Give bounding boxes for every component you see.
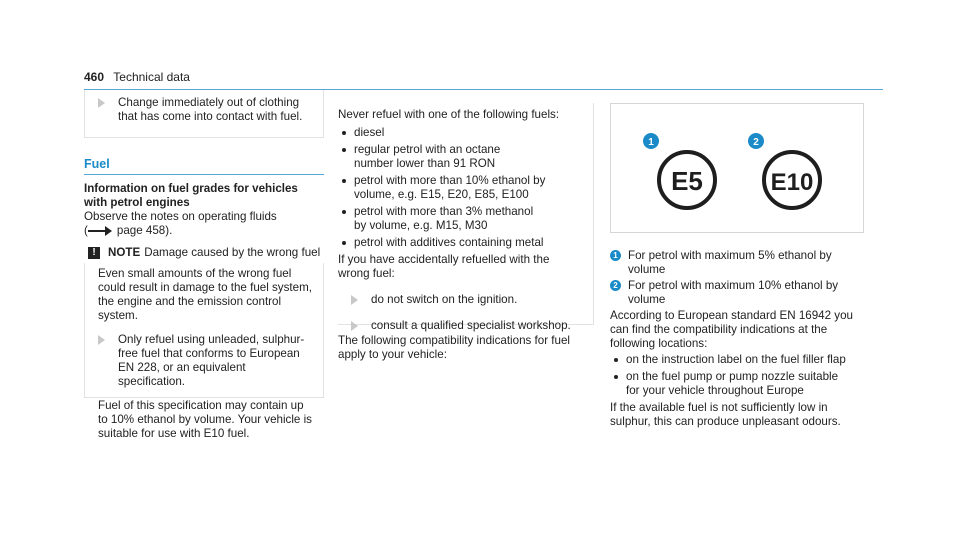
legend-text: For petrol with maximum 10% ethanol by volume: [628, 279, 839, 306]
list-item: diesel: [338, 126, 578, 140]
legend-item: [610, 249, 855, 277]
note-box: [84, 263, 324, 440]
standard-footer: If the available fuel is not sufficiently low in sulphur, this can produce unpleasant odours.: [610, 401, 841, 428]
note-title-text: Damage caused by the wrong fuel: [144, 246, 321, 259]
accidental-step: [351, 319, 584, 333]
locations-list: [610, 353, 860, 398]
clothing-step-text: Change immediately out of clothing that has come into contact with fuel.: [118, 96, 303, 123]
page-cross-reference[interactable]: [84, 224, 172, 238]
accidental-step: [351, 293, 584, 307]
callout-2-label: 2: [753, 137, 759, 148]
fuel-label-figure: [610, 103, 864, 233]
note-step: [98, 333, 308, 389]
accidental-step-text: do not switch on the ignition.: [371, 293, 518, 306]
section-title: Technical data: [113, 70, 190, 84]
fuel-info: [84, 182, 324, 238]
e5-label: E5: [671, 166, 703, 196]
legend-text: For petrol with maximum 5% ethanol by volume: [628, 249, 832, 276]
list-item: petrol with more than 10% ethanol by volume, e.g. E15, E20, E85, E100: [338, 174, 578, 202]
note-step-text: Only refuel using unleaded, sulphur-free fuel that conforms to European EN 228, or an equivalent specification.: [118, 333, 305, 388]
list-item: regular petrol with an octane number lower than 91 RON: [338, 143, 528, 171]
clothing-step: [98, 96, 313, 124]
never-refuel-list: [338, 126, 578, 250]
compat-text: The following compatibility indications for fuel apply to your vehicle:: [338, 334, 570, 361]
xref-open: (: [84, 224, 88, 237]
list-item: petrol with additives containing metal: [338, 236, 578, 250]
step-arrow-icon: [98, 98, 105, 108]
figure-legend: [610, 249, 880, 429]
note-body: Even small amounts of the wrong fuel could result in damage to the fuel system, the engine and the emission control system.: [98, 267, 312, 322]
note-title: NOTE: [108, 246, 141, 259]
step-arrow-icon: [351, 295, 358, 305]
xref-arrow-icon: [88, 226, 114, 236]
step-arrow-icon: [98, 335, 105, 345]
xref-text: page 458).: [116, 224, 173, 237]
warning-icon: !: [88, 247, 100, 259]
callout-1-label: 1: [648, 137, 654, 148]
list-item: petrol with more than 3% methanol by volume, e.g. M15, M30: [338, 205, 548, 233]
standard-text: According to European standard EN 16942 you can find the compatibility indications at the following locations:: [610, 309, 853, 350]
accidental-step-text: consult a qualified specialist workshop.: [371, 319, 571, 332]
clothing-step-box: [84, 90, 324, 138]
never-refuel-intro: Never refuel with one of the following fuels:: [338, 108, 560, 121]
step-arrow-icon: [351, 321, 358, 331]
fuel-heading: Fuel: [84, 157, 110, 171]
e10-label: E10: [770, 169, 814, 196]
fuel-subheading: Information on fuel grades for vehicles with petrol engines: [84, 182, 298, 209]
page-header: [84, 70, 190, 85]
never-refuel-section: [338, 108, 584, 333]
fuel-divider: [84, 174, 324, 175]
note-footer: Fuel of this specification may contain up to 10% ethanol by volume. Your vehicle is suitable for use with E10 fuel.: [98, 399, 312, 440]
note-header: [84, 246, 324, 260]
legend-item: [610, 279, 855, 307]
legend-number: 2: [610, 280, 621, 291]
observe-text: Observe the notes on operating fluids: [84, 210, 277, 223]
fuel-label-graphic: [611, 104, 865, 234]
list-item: on the instruction label on the fuel filler flap: [610, 353, 860, 367]
legend-number: 1: [610, 250, 621, 261]
list-item: on the fuel pump or pump nozzle suitable for your vehicle throughout Europe: [610, 370, 850, 398]
accidental-text: If you have accidentally refuelled with the wrong fuel:: [338, 253, 550, 280]
page-number: 460: [84, 70, 105, 84]
